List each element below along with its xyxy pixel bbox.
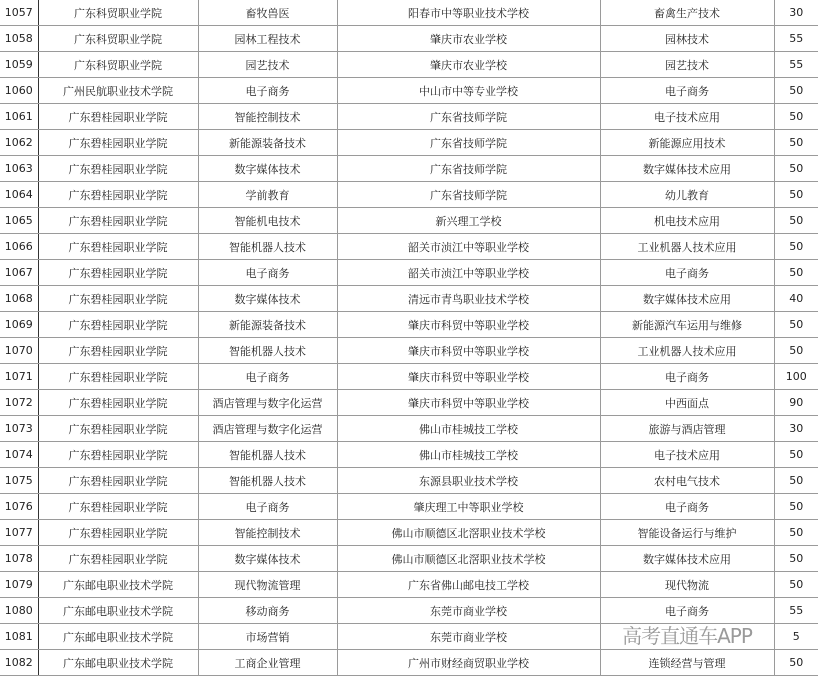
table-row	[0, 208, 818, 234]
secondary-school-cell: 东源县职业技术学校	[337, 468, 600, 494]
college-major-cell: 智能机器人技术	[198, 468, 337, 494]
college-cell: 广东碧桂园职业学院	[38, 234, 198, 260]
secondary-major-cell: 农村电气技术	[600, 468, 774, 494]
secondary-school-cell: 肇庆理工中等职业学校	[337, 494, 600, 520]
row-number-cell: 1073	[0, 416, 38, 442]
secondary-major-cell: 中西面点	[600, 390, 774, 416]
college-cell: 广东邮电职业技术学院	[38, 624, 198, 650]
quota-cell: 100	[774, 364, 818, 390]
college-major-cell: 电子商务	[198, 364, 337, 390]
row-number-cell: 1060	[0, 78, 38, 104]
secondary-school-cell: 清远市青鸟职业技术学校	[337, 286, 600, 312]
secondary-major-cell: 电子商务	[600, 78, 774, 104]
college-cell: 广东碧桂园职业学院	[38, 364, 198, 390]
row-number-cell: 1065	[0, 208, 38, 234]
college-cell: 广东邮电职业技术学院	[38, 650, 198, 676]
college-cell: 广东碧桂园职业学院	[38, 130, 198, 156]
row-number-cell: 1078	[0, 546, 38, 572]
college-major-cell: 园林工程技术	[198, 26, 337, 52]
college-major-cell: 移动商务	[198, 598, 337, 624]
table-row	[0, 650, 818, 676]
quota-cell: 50	[774, 182, 818, 208]
college-major-cell: 智能机器人技术	[198, 338, 337, 364]
college-major-cell: 数字媒体技术	[198, 286, 337, 312]
quota-cell: 55	[774, 52, 818, 78]
secondary-school-cell: 佛山市顺德区北滘职业技术学校	[337, 546, 600, 572]
row-number-cell: 1075	[0, 468, 38, 494]
quota-cell: 50	[774, 546, 818, 572]
row-number-cell: 1064	[0, 182, 38, 208]
secondary-school-cell: 肇庆市农业学校	[337, 26, 600, 52]
row-number-cell: 1068	[0, 286, 38, 312]
college-major-cell: 新能源装备技术	[198, 130, 337, 156]
row-number-cell: 1081	[0, 624, 38, 650]
secondary-major-cell: 工业机器人技术应用	[600, 234, 774, 260]
row-number-cell: 1070	[0, 338, 38, 364]
table-row	[0, 234, 818, 260]
secondary-school-cell: 韶关市浈江中等职业学校	[337, 234, 600, 260]
secondary-school-cell: 广东省技师学院	[337, 182, 600, 208]
secondary-major-cell: 电子商务	[600, 364, 774, 390]
college-cell: 广东科贸职业学院	[38, 0, 198, 26]
secondary-major-cell: 新能源应用技术	[600, 130, 774, 156]
secondary-major-cell: 电子商务	[600, 260, 774, 286]
secondary-major-cell: 电子商务	[600, 598, 774, 624]
row-number-cell: 1077	[0, 520, 38, 546]
quota-cell: 50	[774, 468, 818, 494]
quota-cell: 50	[774, 78, 818, 104]
college-cell: 广东碧桂园职业学院	[38, 286, 198, 312]
table-row	[0, 312, 818, 338]
quota-cell: 50	[774, 130, 818, 156]
row-number-cell: 1071	[0, 364, 38, 390]
secondary-school-cell: 佛山市桂城技工学校	[337, 442, 600, 468]
table-row	[0, 260, 818, 286]
quota-cell: 50	[774, 260, 818, 286]
secondary-school-cell: 肇庆市科贸中等职业学校	[337, 364, 600, 390]
quota-cell: 50	[774, 494, 818, 520]
college-major-cell: 酒店管理与数字化运营	[198, 390, 337, 416]
college-major-cell: 畜牧兽医	[198, 0, 337, 26]
college-major-cell: 智能机器人技术	[198, 234, 337, 260]
quota-cell: 50	[774, 234, 818, 260]
secondary-major-cell: 园艺技术	[600, 52, 774, 78]
table-row	[0, 52, 818, 78]
table-row	[0, 78, 818, 104]
table-row	[0, 572, 818, 598]
table-row	[0, 468, 818, 494]
row-number-cell: 1067	[0, 260, 38, 286]
college-major-cell: 学前教育	[198, 182, 337, 208]
row-number-cell: 1061	[0, 104, 38, 130]
secondary-major-cell: 幼儿教育	[600, 182, 774, 208]
quota-cell: 50	[774, 338, 818, 364]
college-major-cell: 智能机电技术	[198, 208, 337, 234]
secondary-school-cell: 广东省佛山邮电技工学校	[337, 572, 600, 598]
quota-cell: 50	[774, 572, 818, 598]
secondary-school-cell: 广东省技师学院	[337, 104, 600, 130]
row-number-cell: 1063	[0, 156, 38, 182]
table-row	[0, 130, 818, 156]
college-cell: 广东科贸职业学院	[38, 26, 198, 52]
secondary-school-cell: 肇庆市科贸中等职业学校	[337, 338, 600, 364]
row-number-cell: 1076	[0, 494, 38, 520]
college-cell: 广东碧桂园职业学院	[38, 390, 198, 416]
table-row	[0, 26, 818, 52]
college-major-cell: 电子商务	[198, 494, 337, 520]
college-major-cell: 数字媒体技术	[198, 156, 337, 182]
quota-cell: 5	[774, 624, 818, 650]
secondary-major-cell: 现代物流	[600, 572, 774, 598]
table-row	[0, 104, 818, 130]
college-cell: 广东碧桂园职业学院	[38, 468, 198, 494]
college-cell: 广东碧桂园职业学院	[38, 208, 198, 234]
college-cell: 广东碧桂园职业学院	[38, 260, 198, 286]
secondary-school-cell: 佛山市顺德区北滘职业技术学校	[337, 520, 600, 546]
table-row	[0, 286, 818, 312]
college-cell: 广东碧桂园职业学院	[38, 182, 198, 208]
secondary-school-cell: 新兴理工学校	[337, 208, 600, 234]
quota-cell: 50	[774, 650, 818, 676]
college-cell: 广东邮电职业技术学院	[38, 598, 198, 624]
row-number-cell: 1082	[0, 650, 38, 676]
secondary-school-cell: 阳春市中等职业技术学校	[337, 0, 600, 26]
table-row	[0, 520, 818, 546]
secondary-major-cell: 数字媒体技术应用	[600, 156, 774, 182]
college-cell: 广东碧桂园职业学院	[38, 442, 198, 468]
college-cell: 广东碧桂园职业学院	[38, 520, 198, 546]
quota-cell: 50	[774, 312, 818, 338]
quota-cell: 55	[774, 598, 818, 624]
secondary-school-cell: 韶关市浈江中等职业学校	[337, 260, 600, 286]
college-cell: 广东碧桂园职业学院	[38, 312, 198, 338]
watermark: 高考直通车APP	[622, 624, 752, 648]
secondary-major-cell: 数字媒体技术应用	[600, 286, 774, 312]
row-number-cell: 1069	[0, 312, 38, 338]
table-row	[0, 598, 818, 624]
table-row	[0, 0, 818, 26]
college-cell: 广东碧桂园职业学院	[38, 546, 198, 572]
quota-cell: 50	[774, 442, 818, 468]
row-number-cell: 1066	[0, 234, 38, 260]
secondary-school-cell: 广东省技师学院	[337, 156, 600, 182]
quota-cell: 55	[774, 26, 818, 52]
row-number-cell: 1080	[0, 598, 38, 624]
quota-cell: 50	[774, 520, 818, 546]
table-row	[0, 156, 818, 182]
college-major-cell: 市场营销	[198, 624, 337, 650]
secondary-major-cell: 智能设备运行与维护	[600, 520, 774, 546]
college-cell: 广东碧桂园职业学院	[38, 416, 198, 442]
college-cell: 广州民航职业技术学院	[38, 78, 198, 104]
college-cell: 广东碧桂园职业学院	[38, 494, 198, 520]
secondary-school-cell: 佛山市桂城技工学校	[337, 416, 600, 442]
row-number-cell: 1074	[0, 442, 38, 468]
quota-cell: 40	[774, 286, 818, 312]
table-row	[0, 416, 818, 442]
college-major-cell: 新能源装备技术	[198, 312, 337, 338]
secondary-major-cell: 畜禽生产技术	[600, 0, 774, 26]
college-cell: 广东科贸职业学院	[38, 52, 198, 78]
secondary-school-cell: 东莞市商业学校	[337, 598, 600, 624]
table-row	[0, 390, 818, 416]
row-number-cell: 1079	[0, 572, 38, 598]
table-row	[0, 182, 818, 208]
secondary-major-cell: 电子技术应用	[600, 104, 774, 130]
college-cell: 广东邮电职业技术学院	[38, 572, 198, 598]
quota-cell: 50	[774, 104, 818, 130]
secondary-school-cell: 肇庆市科贸中等职业学校	[337, 390, 600, 416]
secondary-major-cell: 旅游与酒店管理	[600, 416, 774, 442]
college-major-cell: 电子商务	[198, 260, 337, 286]
college-cell: 广东碧桂园职业学院	[38, 104, 198, 130]
table-row	[0, 338, 818, 364]
table-row	[0, 546, 818, 572]
college-major-cell: 智能机器人技术	[198, 442, 337, 468]
row-number-cell: 1058	[0, 26, 38, 52]
college-major-cell: 现代物流管理	[198, 572, 337, 598]
secondary-major-cell: 新能源汽车运用与维修	[600, 312, 774, 338]
secondary-major-cell: 连锁经营与管理	[600, 650, 774, 676]
secondary-school-cell: 中山市中等专业学校	[337, 78, 600, 104]
college-cell: 广东碧桂园职业学院	[38, 156, 198, 182]
row-number-cell: 1062	[0, 130, 38, 156]
quota-cell: 90	[774, 390, 818, 416]
secondary-school-cell: 东莞市商业学校	[337, 624, 600, 650]
table-row	[0, 364, 818, 390]
secondary-school-cell: 肇庆市农业学校	[337, 52, 600, 78]
table-row	[0, 442, 818, 468]
college-major-cell: 智能控制技术	[198, 520, 337, 546]
quota-cell: 30	[774, 0, 818, 26]
row-number-cell: 1072	[0, 390, 38, 416]
secondary-major-cell: 电子商务	[600, 494, 774, 520]
table-row	[0, 494, 818, 520]
row-number-cell: 1057	[0, 0, 38, 26]
secondary-major-cell: 园林技术	[600, 26, 774, 52]
college-major-cell: 工商企业管理	[198, 650, 337, 676]
quota-cell: 50	[774, 208, 818, 234]
college-major-cell: 酒店管理与数字化运营	[198, 416, 337, 442]
secondary-school-cell: 广州市财经商贸职业学校	[337, 650, 600, 676]
college-cell: 广东碧桂园职业学院	[38, 338, 198, 364]
college-major-cell: 数字媒体技术	[198, 546, 337, 572]
secondary-major-cell: 电子技术应用	[600, 442, 774, 468]
college-major-cell: 园艺技术	[198, 52, 337, 78]
secondary-major-cell: 机电技术应用	[600, 208, 774, 234]
quota-cell: 50	[774, 156, 818, 182]
secondary-major-cell: 工业机器人技术应用	[600, 338, 774, 364]
secondary-school-cell: 肇庆市科贸中等职业学校	[337, 312, 600, 338]
secondary-major-cell: 数字媒体技术应用	[600, 546, 774, 572]
college-major-cell: 电子商务	[198, 78, 337, 104]
quota-cell: 30	[774, 416, 818, 442]
college-major-cell: 智能控制技术	[198, 104, 337, 130]
secondary-school-cell: 广东省技师学院	[337, 130, 600, 156]
row-number-cell: 1059	[0, 52, 38, 78]
